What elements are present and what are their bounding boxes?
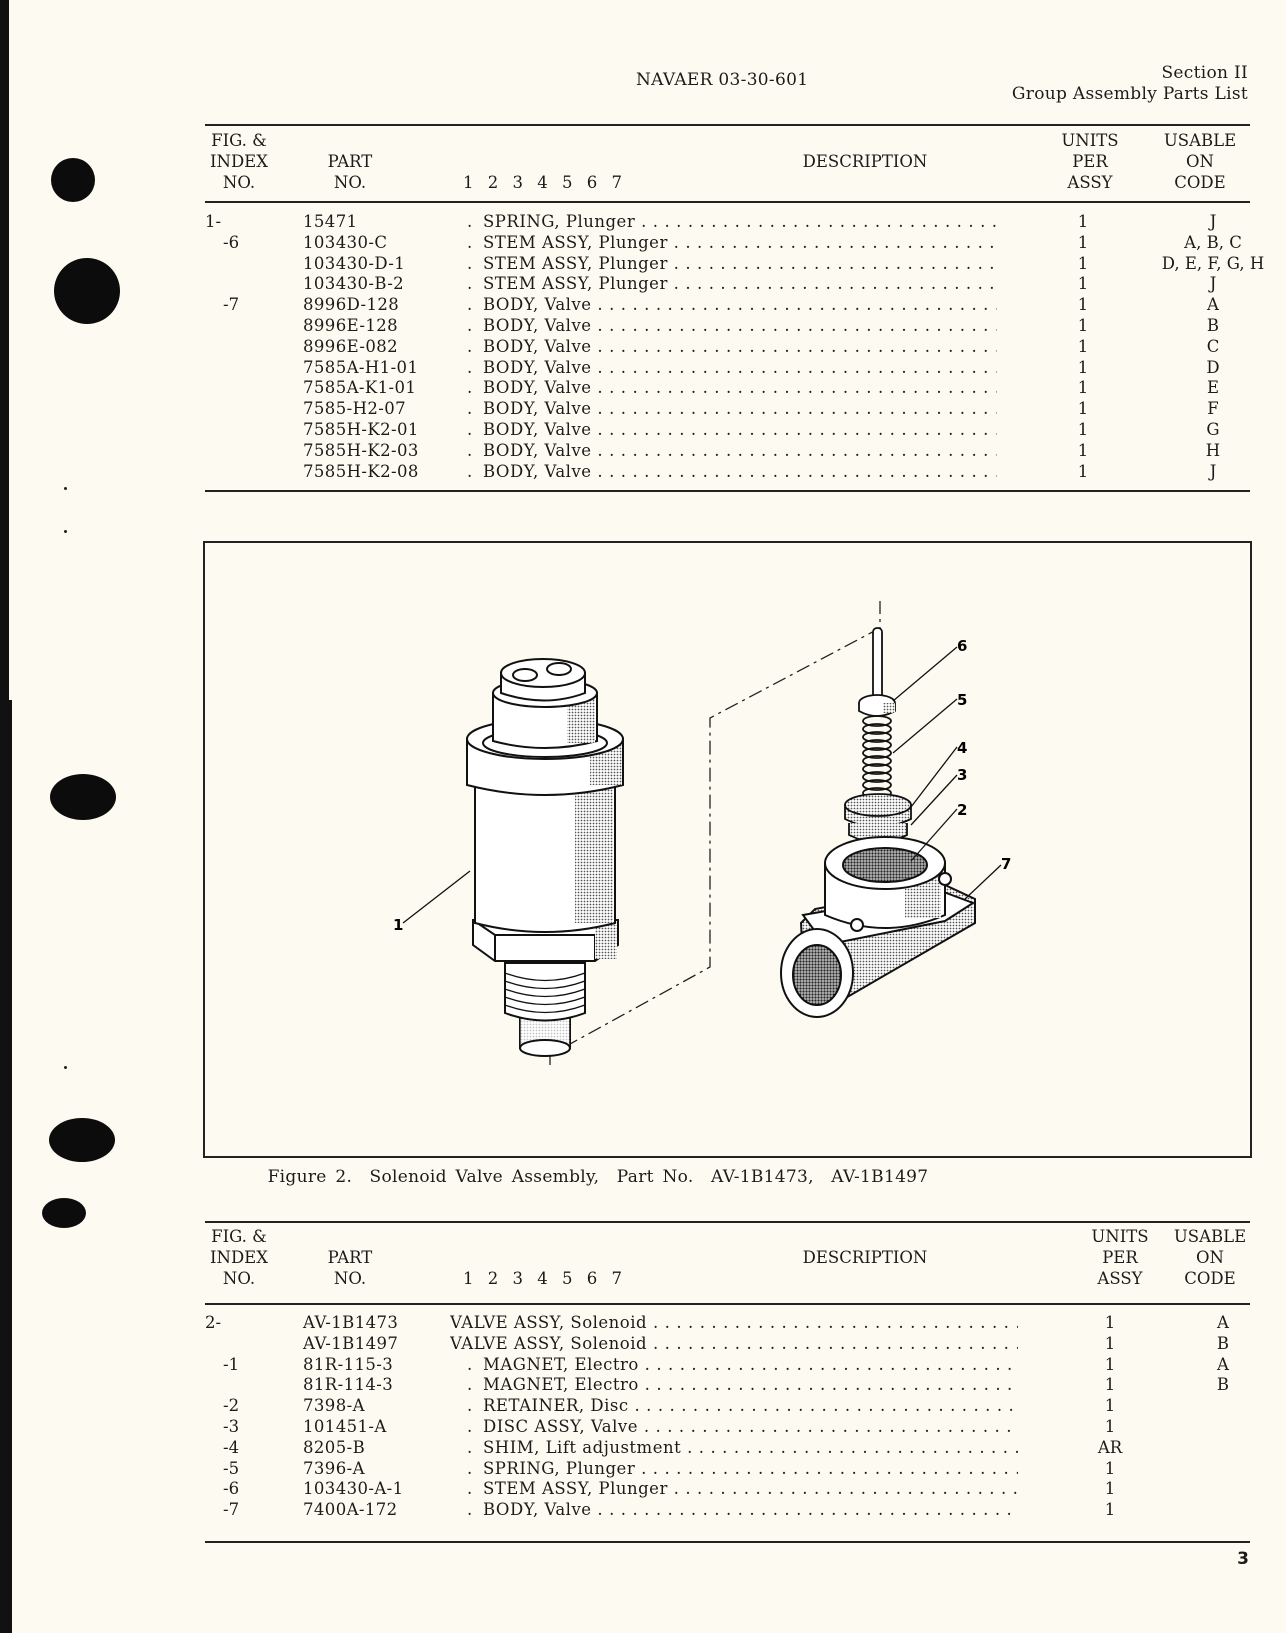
punch-hole: [49, 1118, 115, 1162]
units-per-assy: 1: [1104, 1458, 1116, 1478]
table-row: [205, 337, 1250, 358]
description: MAGNET, Electro . . .: [483, 1375, 1018, 1396]
table-row: [205, 399, 1250, 420]
indent-marker: .: [467, 232, 473, 252]
part-number: 81R-115-3: [303, 1354, 394, 1374]
disc-assy-part-3-4: [845, 794, 911, 842]
units-per-assy: 1: [1077, 212, 1089, 231]
exploded-view-diagram: [205, 543, 1250, 1156]
part-number: 8996D-128: [303, 295, 400, 315]
usable-on-code: J: [1209, 212, 1217, 231]
description: BODY, Valve . . .: [483, 358, 997, 379]
units-per-assy: 1: [1104, 1313, 1116, 1332]
table-row: [205, 1438, 1250, 1459]
table-row: [205, 1375, 1250, 1396]
indent-marker: .: [467, 212, 473, 231]
index-number: 1-: [205, 212, 222, 231]
speck: [64, 1066, 67, 1069]
description: STEM ASSY, Plunger . . .: [483, 254, 997, 275]
description: BODY, Valve . . .: [483, 316, 997, 337]
table-row: [205, 441, 1250, 462]
units-per-assy: 1: [1077, 232, 1089, 252]
description: BODY, Valve . . .: [483, 399, 997, 420]
units-per-assy: 1: [1077, 378, 1089, 398]
part-number: 7585A-H1-01: [303, 357, 419, 377]
units-per-assy: 1: [1104, 1479, 1116, 1499]
index-number: -3: [223, 1416, 240, 1436]
table-row: [205, 1479, 1250, 1500]
units-per-assy: 1: [1077, 461, 1089, 481]
callout-1: 1: [393, 916, 404, 934]
description: VALVE ASSY, Solenoid . . .: [450, 1334, 1018, 1355]
table-row: [205, 1417, 1250, 1438]
valve-body-part-7: [781, 837, 975, 1017]
table-row: [205, 274, 1250, 295]
figure-caption: Figure 2. Solenoid Valve Assembly, Part No. AV-1B1473, AV-1B1497: [267, 1167, 929, 1187]
usable-on-code: A: [1217, 1313, 1229, 1332]
punch-hole: [50, 774, 116, 820]
indent-marker: .: [467, 461, 473, 481]
description: BODY, Valve . . .: [483, 462, 997, 483]
part-number: 103430-C: [303, 232, 388, 252]
page-number: 3: [1237, 1549, 1249, 1569]
table-row: [205, 462, 1250, 483]
header-usable: USABLE ON CODE: [1173, 1227, 1247, 1288]
part-number: AV-1B1497: [303, 1333, 399, 1353]
stem-assy-part-6: [859, 628, 895, 716]
units-per-assy: 1: [1077, 419, 1089, 439]
usable-on-code: A: [1217, 1354, 1229, 1374]
description: STEM ASSY, Plunger . . .: [483, 274, 997, 295]
index-number: -6: [223, 232, 240, 252]
indent-marker: .: [467, 295, 473, 315]
table-row: [205, 1313, 1250, 1334]
table-row: [205, 1396, 1250, 1417]
indent-marker: .: [467, 253, 473, 273]
part-number: 15471: [303, 212, 358, 231]
header-description: DESCRIPTION: [802, 1248, 928, 1267]
usable-on-code: E: [1206, 378, 1220, 398]
part-number: 7585H-K2-03: [303, 440, 419, 460]
speck: [64, 530, 67, 533]
punch-hole: [51, 158, 95, 202]
indent-marker: .: [467, 440, 473, 460]
usable-on-code: D: [1206, 357, 1220, 377]
indent-marker: .: [467, 1458, 473, 1478]
indent-marker: .: [467, 399, 473, 419]
table-row: [205, 316, 1250, 337]
part-number: 7585H-K2-08: [303, 461, 419, 481]
units-per-assy: 1: [1077, 274, 1089, 294]
header-part: PART: [327, 152, 373, 171]
units-per-assy: 1: [1077, 253, 1089, 273]
description: BODY, Valve . . .: [483, 337, 997, 358]
header-usable: USABLE ON CODE: [1163, 131, 1237, 192]
usable-on-code: A, B, C: [1184, 232, 1242, 252]
units-per-assy: 1: [1077, 399, 1089, 419]
table-row: [205, 295, 1250, 316]
callout-4: 4: [957, 739, 968, 757]
section-label: Section II: [1161, 63, 1248, 83]
spring-part-5: [863, 716, 891, 798]
part-number: 103430-D-1: [303, 253, 406, 273]
part-number: 7585H-K2-01: [303, 419, 419, 439]
description: VALVE ASSY, Solenoid . . .: [450, 1313, 1018, 1334]
index-number: 2-: [205, 1313, 222, 1332]
description: RETAINER, Disc . . .: [483, 1396, 1018, 1417]
description: SHIM, Lift adjustment . . .: [483, 1438, 1018, 1459]
usable-on-code: J: [1209, 461, 1217, 481]
units-per-assy: AR: [1097, 1437, 1123, 1457]
indent-marker: .: [467, 1396, 473, 1416]
part-number: 81R-114-3: [303, 1375, 394, 1395]
callout-5: 5: [957, 691, 968, 709]
header-part: PART: [327, 1248, 373, 1267]
index-number: -5: [223, 1458, 240, 1478]
indent-marker: .: [467, 1500, 473, 1520]
description: BODY, Valve . . .: [483, 378, 997, 399]
usable-on-code: B: [1216, 1333, 1230, 1353]
description: BODY, Valve . . .: [483, 441, 997, 462]
description: SPRING, Plunger . . .: [483, 1459, 1018, 1480]
indent-marker: .: [467, 1354, 473, 1374]
section-heading: [1012, 63, 1248, 105]
indent-marker: .: [467, 378, 473, 398]
punch-hole: [54, 258, 120, 324]
indent-marker: .: [467, 419, 473, 439]
units-per-assy: 1: [1104, 1354, 1116, 1374]
units-per-assy: 1: [1077, 440, 1089, 460]
table-row: [205, 378, 1250, 399]
callout-6: 6: [957, 637, 968, 655]
header-part-no: NO.: [333, 173, 367, 192]
table-row: [205, 1500, 1250, 1521]
units-per-assy: 1: [1104, 1396, 1116, 1416]
header-indent-levels: 1 2 3 4 5 6 7: [463, 173, 622, 192]
header-fig-index: FIG. & INDEX NO.: [210, 131, 268, 192]
description: STEM ASSY, Plunger . . .: [483, 233, 997, 254]
header-part-no: NO.: [333, 1269, 367, 1288]
description: SPRING, Plunger . . .: [483, 212, 997, 233]
part-number: 8996E-082: [303, 336, 399, 356]
indent-marker: .: [467, 1416, 473, 1436]
part-number: AV-1B1473: [303, 1313, 399, 1332]
table-row: [205, 212, 1250, 233]
section-title: Group Assembly Parts List: [1011, 84, 1248, 104]
description: BODY, Valve . . .: [483, 1500, 1018, 1521]
indent-marker: .: [467, 357, 473, 377]
table-row: [205, 253, 1265, 275]
usable-on-code: B: [1216, 1375, 1230, 1395]
table-row: [205, 233, 1250, 254]
usable-on-code: G: [1206, 419, 1220, 439]
indent-marker: .: [467, 274, 473, 294]
usable-on-code: B: [1206, 315, 1220, 335]
table-row: [205, 1334, 1250, 1355]
header-units: UNITS PER ASSY: [1091, 1227, 1149, 1288]
units-per-assy: 1: [1104, 1333, 1116, 1353]
description: BODY, Valve . . .: [483, 295, 997, 316]
table-row: [205, 420, 1250, 441]
usable-on-code: J: [1209, 274, 1217, 294]
part-number: 7396-A: [303, 1458, 365, 1478]
description: DISC ASSY, Valve . . .: [483, 1417, 1018, 1438]
usable-on-code: C: [1206, 336, 1220, 356]
figure-illustration: [203, 541, 1252, 1158]
table-header-rule: [205, 1303, 1250, 1305]
solenoid-magnet-part-1: [467, 659, 623, 1056]
usable-on-code: H: [1205, 440, 1221, 460]
table-row: [205, 1459, 1250, 1480]
part-number: 8996E-128: [303, 315, 399, 335]
callout-3: 3: [957, 766, 968, 784]
part-number: 8205-B: [303, 1437, 366, 1457]
parts-table-2: [205, 1313, 1250, 1521]
units-per-assy: 1: [1077, 315, 1089, 335]
part-number: 7585A-K1-01: [303, 378, 417, 398]
header-description: DESCRIPTION: [802, 152, 928, 171]
units-per-assy: 1: [1077, 336, 1089, 356]
indent-marker: .: [467, 1375, 473, 1395]
indent-marker: .: [467, 315, 473, 335]
part-number: 7585-H2-07: [303, 399, 407, 419]
part-number: 103430-A-1: [303, 1479, 404, 1499]
units-per-assy: 1: [1077, 357, 1089, 377]
description: BODY, Valve . . .: [483, 420, 997, 441]
units-per-assy: 1: [1104, 1416, 1116, 1436]
table-top-rule: [205, 1221, 1250, 1223]
table-header-rule: [205, 201, 1250, 203]
callout-7: 7: [1001, 855, 1012, 873]
index-number: -2: [223, 1396, 240, 1416]
description: MAGNET, Electro . . .: [483, 1355, 1018, 1376]
index-number: -4: [223, 1437, 240, 1457]
usable-on-code: A: [1207, 295, 1219, 315]
table-bottom-rule: [205, 1541, 1250, 1543]
units-per-assy: 1: [1077, 295, 1089, 315]
table-top-rule: [205, 124, 1250, 126]
indent-marker: .: [467, 336, 473, 356]
table-row: [205, 358, 1250, 379]
table-bottom-rule: [205, 490, 1250, 492]
indent-marker: .: [467, 1479, 473, 1499]
speck: [64, 487, 67, 490]
indent-marker: .: [467, 1437, 473, 1457]
header-units: UNITS PER ASSY: [1061, 131, 1119, 192]
part-number: 7398-A: [303, 1396, 365, 1416]
part-number: 101451-A: [303, 1416, 387, 1436]
part-number: 7400A-172: [303, 1500, 398, 1520]
index-number: -6: [223, 1479, 240, 1499]
table-row: [205, 1355, 1250, 1376]
header-fig-index: FIG. & INDEX NO.: [210, 1227, 268, 1288]
usable-on-code: D, E, F, G, H: [1161, 253, 1265, 273]
usable-on-code: F: [1207, 399, 1219, 419]
parts-table-1: [205, 212, 1265, 482]
punch-hole: [42, 1198, 86, 1228]
document-number: NAVAER 03-30-601: [636, 70, 809, 90]
description: STEM ASSY, Plunger . . .: [483, 1479, 1018, 1500]
units-per-assy: 1: [1104, 1500, 1116, 1520]
header-indent-levels: 1 2 3 4 5 6 7: [463, 1269, 622, 1288]
units-per-assy: 1: [1104, 1375, 1116, 1395]
callout-2: 2: [957, 801, 968, 819]
index-number: -7: [223, 1500, 240, 1520]
index-number: -1: [223, 1354, 240, 1374]
index-number: -7: [223, 295, 240, 315]
part-number: 103430-B-2: [303, 274, 405, 294]
